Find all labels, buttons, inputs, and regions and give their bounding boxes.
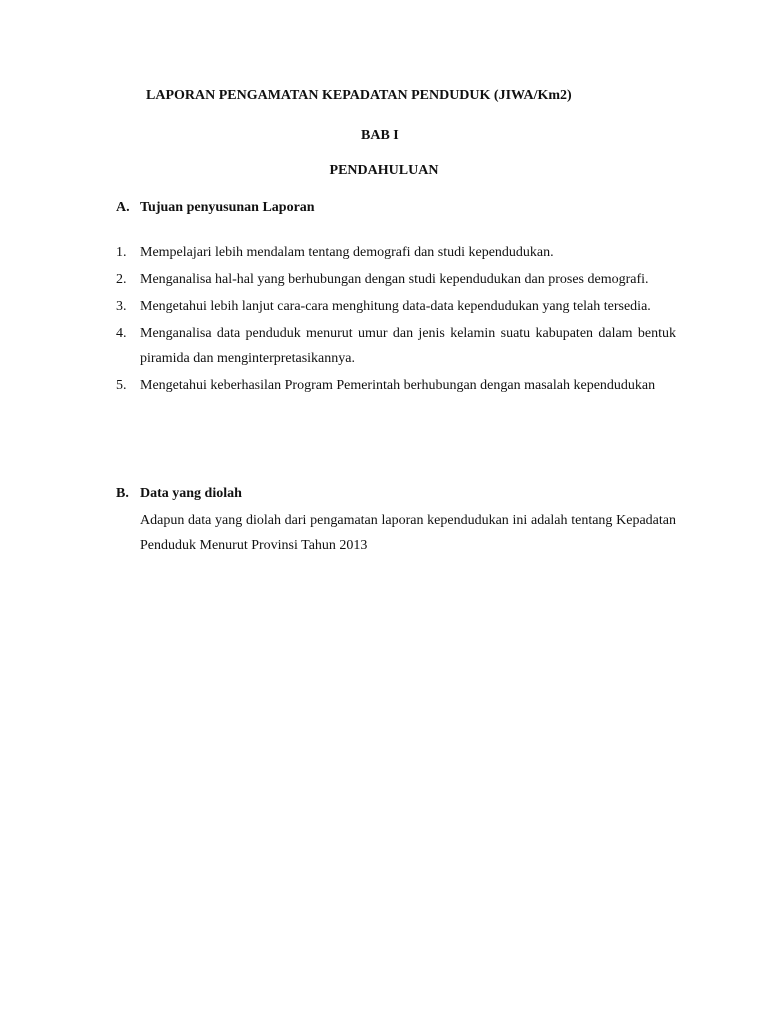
chapter-title: PENDAHULUAN [329, 163, 439, 178]
list-item [116, 267, 676, 292]
document-title: LAPORAN PENGAMATAN KEPADATAN PENDUDUK (JIWA/Km2) [146, 88, 572, 103]
section-a-letter: A. [116, 200, 130, 215]
list-item [116, 321, 676, 371]
list-item-number: 2. [116, 272, 127, 287]
list-item-number: 4. [116, 326, 127, 341]
list-item-text: Menganalisa data penduduk menurut umur dan jenis kelamin suatu kabupaten dalam bentuk piramida dan menginterpretasikannya. [140, 326, 676, 366]
list-item-text: Mengetahui keberhasilan Program Pemerintah berhubungan dengan masalah kependudukan [140, 378, 656, 393]
list-item [116, 240, 676, 265]
list-item-number: 5. [116, 378, 127, 393]
section-a-heading [116, 200, 315, 216]
section-b-letter: B. [116, 486, 129, 501]
section-b-heading [116, 486, 242, 502]
section-b-title: Data yang diolah [140, 486, 242, 501]
section-b-paragraph: Adapun data yang diolah dari pengamatan laporan kependudukan ini adalah tentang Kepadatan Penduduk Menurut Provinsi Tahun 2013 [140, 513, 676, 553]
list-item-text: Mempelajari lebih mendalam tentang demografi dan studi kependudukan. [140, 245, 554, 260]
list-item-text: Mengetahui lebih lanjut cara-cara menghitung data-data kependudukan yang telah tersedia. [140, 299, 651, 314]
list-item-number: 3. [116, 299, 127, 314]
list-item [116, 294, 676, 319]
chapter-number-text: BAB I [361, 128, 399, 143]
list-item [116, 373, 676, 398]
list-item-text: Menganalisa hal-hal yang berhubungan dengan studi kependudukan dan proses demografi. [140, 272, 649, 287]
objectives-list [116, 240, 676, 400]
section-a-title: Tujuan penyusunan Laporan [140, 200, 315, 215]
list-item-number: 1. [116, 245, 127, 260]
